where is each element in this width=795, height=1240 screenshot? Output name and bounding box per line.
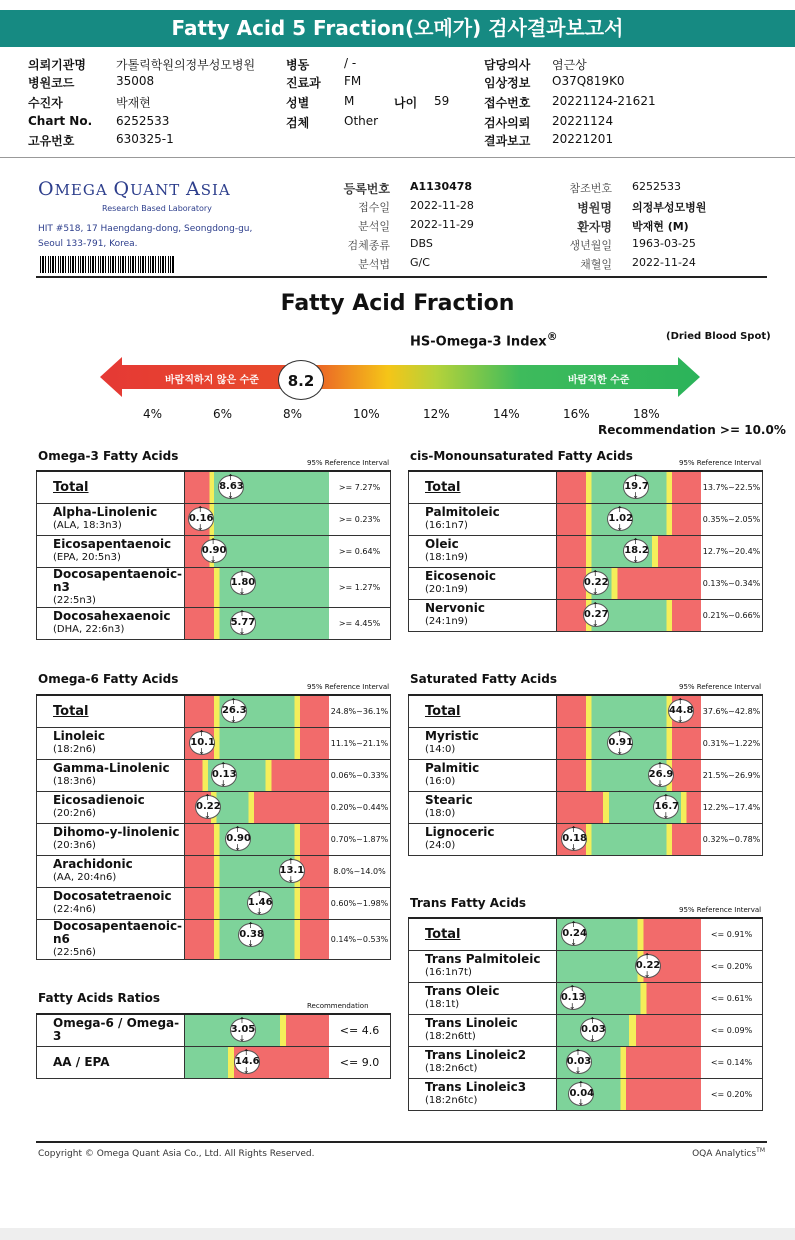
barcode (40, 256, 175, 273)
lab-field-value: 6252533 (632, 180, 681, 193)
table-omega3 (36, 470, 391, 640)
patient-field-label: 성별 (286, 96, 310, 110)
reference-range: 8.0%~14.0% (329, 855, 391, 887)
report-title: Fatty Acid 5 Fraction(오메가) 검사결과보고서 (0, 10, 795, 47)
table-row (409, 695, 763, 727)
index-tick-label: 18% (633, 407, 660, 421)
section-title-trans: Trans Fatty Acids (410, 896, 527, 910)
patient-field-label: 의뢰기관명 (28, 58, 86, 72)
section-title-saturated: Saturated Fatty Acids (410, 672, 557, 686)
lab-field-label: 접수일 (358, 201, 390, 214)
table-row (409, 982, 763, 1014)
reference-interval-label: 95% Reference Interval (307, 683, 390, 691)
patient-field-value: 20221124-21621 (552, 94, 656, 108)
result-bar (557, 535, 701, 567)
reference-range: 0.60%~1.98% (329, 887, 391, 919)
patient-field-value: 6252533 (116, 114, 170, 128)
patient-field-value: M (344, 94, 355, 108)
result-bar (557, 950, 701, 982)
table-row (37, 759, 391, 791)
table-row (409, 567, 763, 599)
fatty-acid-name: Lignoceric (24:0) (409, 823, 557, 855)
table-row (409, 1046, 763, 1078)
fatty-acid-name: Eicosenoic (20:1n9) (409, 567, 557, 599)
result-value-bubble: ↑ 0.27 ↓ (583, 603, 609, 627)
index-tick-label: 10% (353, 407, 380, 421)
desirable-label: 바람직한 수준 (568, 375, 630, 386)
reference-range: 0.20%~0.44% (329, 791, 391, 823)
fatty-acid-name: Nervonic (24:1n9) (409, 599, 557, 631)
lab-field-value: 2022-11-29 (410, 218, 474, 231)
table-row (409, 1014, 763, 1046)
result-value-bubble: ↑ 0.22 ↓ (195, 795, 221, 819)
result-value-bubble: ↑ 8.63 ↓ (218, 475, 244, 499)
index-tick-label: 14% (493, 407, 520, 421)
lab-field-label: 분석일 (358, 220, 390, 233)
reference-range: <= 9.0 (329, 1046, 391, 1078)
fatty-acid-name: Myristic (14:0) (409, 727, 557, 759)
reference-range: 0.70%~1.87% (329, 823, 391, 855)
fatty-acid-name: Oleic (18:1n9) (409, 535, 557, 567)
patient-info (28, 56, 768, 152)
table-row (409, 759, 763, 791)
table-row (37, 567, 391, 607)
lab-field-label: 검체종류 (347, 239, 390, 252)
result-value-bubble: ↑ 18.2 ↓ (623, 539, 649, 563)
reference-range: 0.31%~1.22% (701, 727, 763, 759)
table-cismono (408, 470, 763, 632)
patient-field-label: Chart No. (28, 114, 93, 128)
result-value-bubble: ↑ 13.1 ↓ (279, 859, 305, 883)
reference-range: 11.1%~21.1% (329, 727, 391, 759)
section-rule (36, 276, 767, 278)
lab-field-value: G/C (410, 256, 430, 269)
reference-interval-label: 95% Reference Interval (679, 683, 762, 691)
result-value-bubble: ↑ 19.7 ↓ (623, 475, 649, 499)
table-row (409, 471, 763, 503)
lab-tagline: Research Based Laboratory (102, 204, 212, 213)
result-bar (557, 982, 701, 1014)
table-row (37, 823, 391, 855)
reference-range: >= 0.23% (329, 503, 391, 535)
result-value-bubble: ↑ 44.8 ↓ (668, 699, 694, 723)
omega3-index-gauge (100, 357, 700, 397)
reference-range: 0.14%~0.53% (329, 919, 391, 959)
result-bar (557, 471, 701, 503)
reference-interval-label: 95% Reference Interval (679, 459, 762, 467)
result-value-bubble: ↑ 0.03 ↓ (566, 1050, 592, 1074)
result-bar (557, 1078, 701, 1110)
reference-range: 0.06%~0.33% (329, 759, 391, 791)
result-value-bubble: ↑ 0.90 ↓ (225, 827, 251, 851)
table-omega6 (36, 694, 391, 960)
patient-field-label: 수진자 (28, 96, 63, 110)
lab-field-label: 참조번호 (569, 182, 612, 195)
result-bar (185, 919, 329, 959)
patient-field-value: FM (344, 74, 362, 88)
result-value-bubble: ↑ 16.7 ↓ (653, 795, 679, 819)
result-bar (557, 759, 701, 791)
reference-range: >= 0.64% (329, 535, 391, 567)
reference-range: 37.6%~42.8% (701, 695, 763, 727)
result-value-bubble: ↑ 0.90 ↓ (201, 539, 227, 563)
patient-field-value: 가톨릭학원의정부성모병원 (116, 58, 256, 72)
reference-range: 13.7%~22.5% (701, 471, 763, 503)
table-row (409, 918, 763, 950)
result-bar (557, 823, 701, 855)
table-row (409, 1078, 763, 1110)
table-row (409, 791, 763, 823)
section-title-omega3: Omega-3 Fatty Acids (38, 449, 179, 463)
reference-range: 24.8%~36.1% (329, 695, 391, 727)
result-bar (557, 727, 701, 759)
age-label: 나이 (394, 96, 418, 110)
result-value-bubble: ↑ 0.13 ↓ (211, 763, 237, 787)
lab-field-value: 2022-11-28 (410, 199, 474, 212)
table-row (37, 607, 391, 639)
fatty-acid-name: Arachidonic (AA, 20:4n6) (37, 855, 185, 887)
index-tick-label: 12% (423, 407, 450, 421)
reference-range: <= 4.6 (329, 1014, 391, 1046)
result-value-bubble: ↑ 0.04 ↓ (568, 1082, 594, 1106)
patient-field-label: 결과보고 (484, 134, 531, 148)
lab-info (36, 176, 766, 276)
patient-field-label: 고유번호 (28, 134, 75, 148)
table-row (37, 535, 391, 567)
lab-field-label: 병원명 (577, 201, 612, 215)
table-row (37, 887, 391, 919)
lab-field-label: 채혈일 (580, 258, 612, 271)
reference-range: 21.5%~26.9% (701, 759, 763, 791)
undesirable-label: 바람직하지 않은 수준 (165, 375, 259, 386)
divider (0, 157, 795, 158)
result-value-bubble: ↑ 1.80 ↓ (230, 571, 256, 595)
result-bar (185, 1046, 329, 1078)
table-row (409, 727, 763, 759)
table-row (409, 823, 763, 855)
index-subtitle: HS-Omega-3 Index® (410, 330, 558, 350)
index-tick-label: 6% (213, 407, 233, 421)
reference-interval-label: 95% Reference Interval (679, 906, 762, 914)
result-value-bubble: ↑ 0.22 ↓ (583, 571, 609, 595)
table-row (37, 695, 391, 727)
lab-field-label: 등록번호 (343, 182, 390, 196)
table-trans (408, 917, 763, 1111)
patient-field-label: 검체 (286, 116, 310, 130)
patient-field-label: 담당의사 (484, 58, 531, 72)
result-bar (185, 887, 329, 919)
reference-range: 12.7%~20.4% (701, 535, 763, 567)
fatty-acid-name: Trans Linoleic2 (18:2n6ct) (409, 1046, 557, 1078)
footer-bar (0, 1228, 795, 1240)
reference-range: <= 0.09% (701, 1014, 763, 1046)
result-value-bubble: ↑ 1.02 ↓ (607, 507, 633, 531)
result-bar (185, 823, 329, 855)
result-bar (185, 535, 329, 567)
lab-field-value: A1130478 (410, 180, 473, 193)
lab-field-value: 박재현 (M) (632, 220, 689, 233)
patient-field-value: 염근상 (552, 58, 587, 72)
fatty-acid-name: Trans Linoleic3 (18:2n6tc) (409, 1078, 557, 1110)
result-value-bubble: ↑ 26.3 ↓ (221, 699, 247, 723)
fatty-acid-name: Total (409, 471, 557, 503)
fatty-acid-name: Palmitoleic (16:1n7) (409, 503, 557, 535)
result-bar (185, 567, 329, 607)
fatty-acid-name: Docosahexaenoic (DHA, 22:6n3) (37, 607, 185, 639)
table-row (409, 599, 763, 631)
index-tick-label: 4% (143, 407, 163, 421)
table-row (409, 950, 763, 982)
table-row (37, 919, 391, 959)
patient-field-value: 20221124 (552, 114, 614, 128)
result-bar (185, 695, 329, 727)
fatty-acid-name: Palmitic (16:0) (409, 759, 557, 791)
fatty-acid-name: Dihomo-y-linolenic (20:3n6) (37, 823, 185, 855)
reference-range: 12.2%~17.4% (701, 791, 763, 823)
fatty-acid-name: Eicosapentaenoic (EPA, 20:5n3) (37, 535, 185, 567)
patient-field-label: 병원코드 (28, 76, 75, 90)
result-bar (557, 791, 701, 823)
patient-field-value: / - (344, 56, 357, 70)
lab-field-value: 1963-03-25 (632, 237, 696, 250)
result-bar (185, 791, 329, 823)
result-bar (185, 471, 329, 503)
result-value-bubble: ↑ 0.24 ↓ (561, 922, 587, 946)
result-bar (557, 567, 701, 599)
reference-range: >= 7.27% (329, 471, 391, 503)
patient-field-label: 접수번호 (484, 96, 531, 110)
result-bar (185, 607, 329, 639)
sample-type: (Dried Blood Spot) (666, 331, 771, 342)
reference-range: <= 0.91% (701, 918, 763, 950)
fatty-acid-name: Gamma-Linolenic (18:3n6) (37, 759, 185, 791)
index-tick-label: 8% (283, 407, 303, 421)
fatty-acid-name: Linoleic (18:2n6) (37, 727, 185, 759)
result-value-bubble: ↑ 0.91 ↓ (607, 731, 633, 755)
table-row (37, 1014, 391, 1046)
table-row (37, 727, 391, 759)
fatty-acid-name: Total (409, 918, 557, 950)
result-value-bubble: ↑ 0.16 ↓ (188, 507, 214, 531)
patient-field-value: O37Q819K0 (552, 74, 625, 88)
result-bar (557, 503, 701, 535)
table-row (37, 1046, 391, 1078)
section-title-omega6: Omega-6 Fatty Acids (38, 672, 179, 686)
result-value-bubble: ↑ 3.05 ↓ (230, 1018, 256, 1042)
patient-field-value: Other (344, 114, 379, 128)
lab-field-value: DBS (410, 237, 433, 250)
index-recommendation: Recommendation >= 10.0% (598, 423, 786, 437)
fatty-acid-name: Docosatetraenoic (22:4n6) (37, 887, 185, 919)
fatty-acid-name: Total (409, 695, 557, 727)
result-bar (185, 503, 329, 535)
table-row (37, 855, 391, 887)
lab-field-label: 환자명 (577, 220, 612, 234)
reference-range: 0.13%~0.34% (701, 567, 763, 599)
lab-address: HIT #518, 17 Haengdang-dong, Seongdong-gu, Seoul 133-791, Korea. (38, 224, 253, 249)
lab-field-value: 2022-11-24 (632, 256, 696, 269)
omega-quant-asia-logo: OMEGA QUANT ASIA (38, 178, 231, 200)
patient-field-label: 임상정보 (484, 76, 531, 90)
lab-field-label: 분석법 (358, 258, 390, 271)
patient-field-value: 35008 (116, 74, 155, 88)
fatty-acid-name: Omega-6 / Omega-3 (37, 1014, 185, 1046)
section-title-ratios: Fatty Acids Ratios (38, 991, 161, 1005)
footer-rule (36, 1141, 767, 1143)
patient-field-label: 검사의뢰 (484, 116, 531, 130)
result-value-bubble: ↑ 0.03 ↓ (580, 1018, 606, 1042)
fatty-acid-name: AA / EPA (37, 1046, 185, 1078)
lab-field-label: 생년월일 (569, 239, 612, 252)
table-ratios (36, 1013, 391, 1079)
table-row (409, 535, 763, 567)
table-row (37, 471, 391, 503)
result-value-bubble: ↑ 0.38 ↓ (238, 923, 264, 947)
result-value-bubble: ↑ 0.13 ↓ (560, 986, 586, 1010)
fraction-title: Fatty Acid Fraction (280, 291, 515, 316)
result-bar (185, 1014, 329, 1046)
patient-field-label: 병동 (286, 58, 310, 72)
result-value-bubble: ↑ 14.6 ↓ (234, 1050, 260, 1074)
result-value-bubble: ↑ 10.1 ↓ (189, 731, 215, 755)
fatty-acid-name: Total (37, 471, 185, 503)
lab-field-value: 의정부성모병원 (632, 201, 707, 214)
result-value-bubble: ↑ 0.18 ↓ (561, 827, 587, 851)
reference-range: <= 0.20% (701, 950, 763, 982)
reference-range: 0.21%~0.66% (701, 599, 763, 631)
index-value: 8.2 (278, 360, 324, 400)
fatty-acid-name: Docosapentaenoic-n6 (22:5n6) (37, 919, 185, 959)
table-row (37, 791, 391, 823)
table-saturated (408, 694, 763, 856)
fatty-acid-name: Trans Linoleic (18:2n6tt) (409, 1014, 557, 1046)
reference-interval-label: 95% Reference Interval (307, 459, 390, 467)
analytics-brand: OQA Analytics™ (692, 1147, 765, 1159)
result-bar (557, 695, 701, 727)
fatty-acid-name: Alpha-Linolenic (ALA, 18:3n3) (37, 503, 185, 535)
fatty-acid-name: Trans Palmitoleic (16:1n7t) (409, 950, 557, 982)
patient-field-value: 박재현 (116, 96, 151, 110)
patient-field-value: 20221201 (552, 132, 614, 146)
index-tick-label: 16% (563, 407, 590, 421)
result-value-bubble: ↑ 5.77 ↓ (230, 611, 256, 635)
reference-range: >= 4.45% (329, 607, 391, 639)
result-bar (185, 727, 329, 759)
reference-range: 0.32%~0.78% (701, 823, 763, 855)
fatty-acid-name: Stearic (18:0) (409, 791, 557, 823)
reference-interval-label: Recommendation (307, 1002, 369, 1010)
reference-range: <= 0.14% (701, 1046, 763, 1078)
patient-field-label: 진료과 (286, 76, 321, 90)
fatty-acid-name: Docosapentaenoic-n3 (22:5n3) (37, 567, 185, 607)
reference-range: <= 0.61% (701, 982, 763, 1014)
reference-range: <= 0.20% (701, 1078, 763, 1110)
result-bar (557, 599, 701, 631)
age-value: 59 (434, 94, 450, 108)
fatty-acid-name: Total (37, 695, 185, 727)
fatty-acid-name: Eicosadienoic (20:2n6) (37, 791, 185, 823)
result-value-bubble: ↑ 0.22 ↓ (635, 954, 661, 978)
result-value-bubble: ↑ 1.46 ↓ (247, 891, 273, 915)
patient-field-value: 630325-1 (116, 132, 174, 146)
result-bar (557, 918, 701, 950)
fatty-acid-name: Trans Oleic (18:1t) (409, 982, 557, 1014)
section-title-cismono: cis-Monounsaturated Fatty Acids (410, 449, 633, 463)
reference-range: 0.35%~2.05% (701, 503, 763, 535)
copyright: Copyright © Omega Quant Asia Co., Ltd. All Rights Reserved. (38, 1149, 315, 1159)
reference-range: >= 1.27% (329, 567, 391, 607)
result-value-bubble: ↑ 26.9 ↓ (648, 763, 674, 787)
table-row (409, 503, 763, 535)
